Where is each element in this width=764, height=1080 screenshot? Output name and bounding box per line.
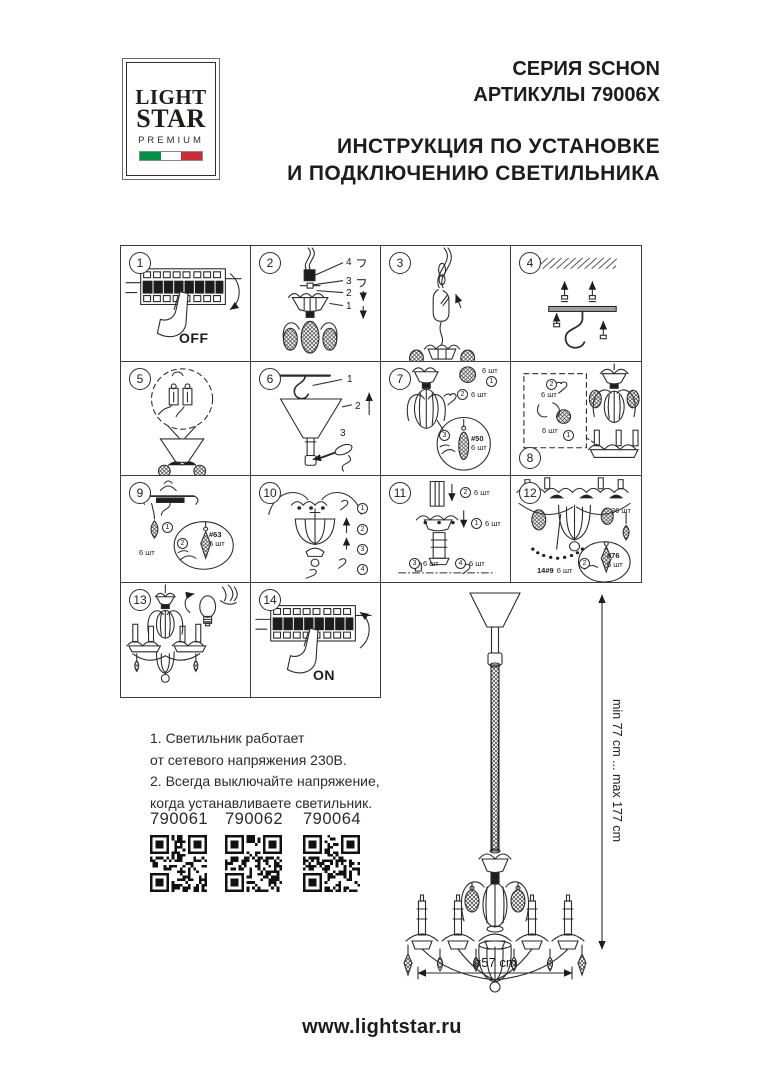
step-panel-8: [510, 361, 642, 476]
step-number: 9: [129, 482, 151, 504]
step-panel-13: [120, 582, 251, 698]
qty-label: 6 шт: [139, 548, 155, 557]
note-line: когда устанавливаете светильник.: [150, 794, 373, 811]
callout-1-circle: 1: [357, 503, 368, 514]
callout-2-circle: 2: [579, 558, 590, 569]
qty-label: 6 шт: [469, 559, 485, 568]
height-dimension-label: min 77 cm ... max 177 cm: [610, 699, 624, 843]
note-line: 1. Светильник работает: [150, 730, 305, 746]
callout-1-circle: 1: [486, 376, 497, 387]
callout-4-circle: 4: [455, 558, 466, 569]
articles-title: АРТИКУЛЫ 79006X: [473, 84, 660, 106]
callout-2-circle: 2: [460, 487, 471, 498]
logo-word-premium: PREMIUM: [138, 135, 204, 146]
qty-label: 6 шт: [471, 443, 487, 452]
qr-code-790064: [303, 835, 360, 892]
part-number: #76: [607, 551, 620, 560]
callout-2: 2: [355, 401, 361, 412]
part-number: #50: [471, 434, 484, 443]
step-panel-7: [380, 361, 511, 476]
callout-2: 2: [346, 288, 352, 299]
step-panel-6: [250, 361, 381, 476]
step-number: 12: [519, 482, 541, 504]
callout-2-circle: 2: [357, 524, 368, 535]
callout-3-circle: 3: [409, 558, 420, 569]
step-panel-4: [510, 245, 642, 362]
series-title: СЕРИЯ SCHON: [512, 58, 660, 80]
step-number: 11: [389, 482, 411, 504]
step-panel-1: [120, 245, 251, 362]
callout-1-circle: 1: [563, 430, 574, 441]
diameter-dimension-label: ø57 cm: [473, 955, 517, 970]
callout-2-row: [457, 389, 487, 400]
part-number: #63: [209, 530, 222, 539]
instruction-title-line2: И ПОДКЛЮЧЕНИЮ СВЕТИЛЬНИКА: [287, 162, 660, 185]
step-panel-5: [120, 361, 251, 476]
step-number: 3: [389, 252, 411, 274]
qty-label: 6 шт: [485, 519, 501, 528]
step-number: 7: [389, 368, 411, 390]
callout-2-circle: 2: [457, 389, 468, 400]
callout-2-circle: 2: [177, 538, 188, 549]
callout-2-circle: 2: [546, 379, 557, 390]
callout-4-circle: 4: [357, 564, 368, 575]
step-number: 8: [519, 447, 541, 469]
callout-3: 3: [346, 276, 352, 287]
lightstar-logo: [122, 58, 220, 180]
step-panel-10: [250, 475, 381, 583]
step-number: 14: [259, 589, 281, 611]
logo-word-light: LIGHT: [135, 85, 207, 109]
qty-label: 6 шт: [541, 390, 557, 399]
article-number-790064: 790064: [303, 810, 362, 828]
chandelier-drawing: [392, 583, 644, 993]
qty-label: 6 шт: [542, 426, 558, 435]
callout-3-circle: 3: [439, 430, 450, 441]
note-line: 2. Всегда выключайте напряжение,: [150, 773, 380, 789]
step-panel-12: [510, 475, 642, 583]
qty-label: 6 шт: [556, 566, 573, 575]
qr-code-790061: [150, 835, 207, 892]
step-number: 4: [519, 252, 541, 274]
chandelier-dimension-diagram: [392, 583, 644, 993]
instruction-title: [287, 133, 660, 187]
step-panel-9: [120, 475, 251, 583]
callout-2-row: [460, 487, 490, 498]
callout-4: 4: [346, 257, 352, 268]
callout-3-circle: 3: [357, 544, 368, 555]
step-panel-14: [250, 582, 381, 698]
article-number-790061: 790061: [150, 810, 209, 828]
callout-1: 1: [347, 374, 353, 385]
callout-3: 3: [340, 428, 346, 439]
step-number: 2: [259, 252, 281, 274]
instruction-title-line1: ИНСТРУКЦИЯ ПО УСТАНОВКЕ: [336, 135, 660, 158]
step-panel-11: [380, 475, 511, 583]
callout-1-row: [471, 518, 501, 529]
series-block: [473, 56, 660, 108]
logo-word-star: STAR: [136, 104, 206, 133]
qr-code-790062: [225, 835, 282, 892]
callout-3-row: [409, 558, 439, 569]
step-panel-2: [250, 245, 381, 362]
callout-1-circle: 1: [471, 518, 482, 529]
website-url: www.lightstar.ru: [302, 1016, 462, 1038]
step-panel-3: [380, 245, 511, 362]
qty-label-36: 36 шт: [611, 506, 631, 515]
qty-label: 6 шт: [482, 366, 498, 375]
step-number: 5: [129, 368, 151, 390]
callout-4-row: [455, 558, 485, 569]
qty-label: 6 шт: [471, 390, 487, 399]
callout-1-circle: 1: [162, 522, 173, 533]
qty-label: 6 шт: [209, 539, 225, 548]
garland-label-row: [537, 566, 572, 575]
qty-label: 6 шт: [474, 488, 490, 497]
step-number: 13: [129, 589, 151, 611]
italian-flag-icon: [139, 151, 203, 161]
callout-1: 1: [346, 301, 352, 312]
qty-label: 6 шт: [607, 560, 623, 569]
note-line: от сетевого напряжения 230В.: [150, 751, 347, 768]
step-number: 1: [129, 252, 151, 274]
lightstar-logo-frame: [126, 62, 216, 176]
qty-label: 6 шт: [423, 559, 439, 568]
garland-part-number: 14#9: [537, 566, 554, 575]
on-label: ON: [313, 667, 335, 683]
step-number: 10: [259, 482, 281, 504]
off-label: OFF: [179, 330, 209, 346]
step-number: 6: [259, 368, 281, 390]
article-number-790062: 790062: [225, 810, 284, 828]
safety-notes: [150, 728, 380, 814]
